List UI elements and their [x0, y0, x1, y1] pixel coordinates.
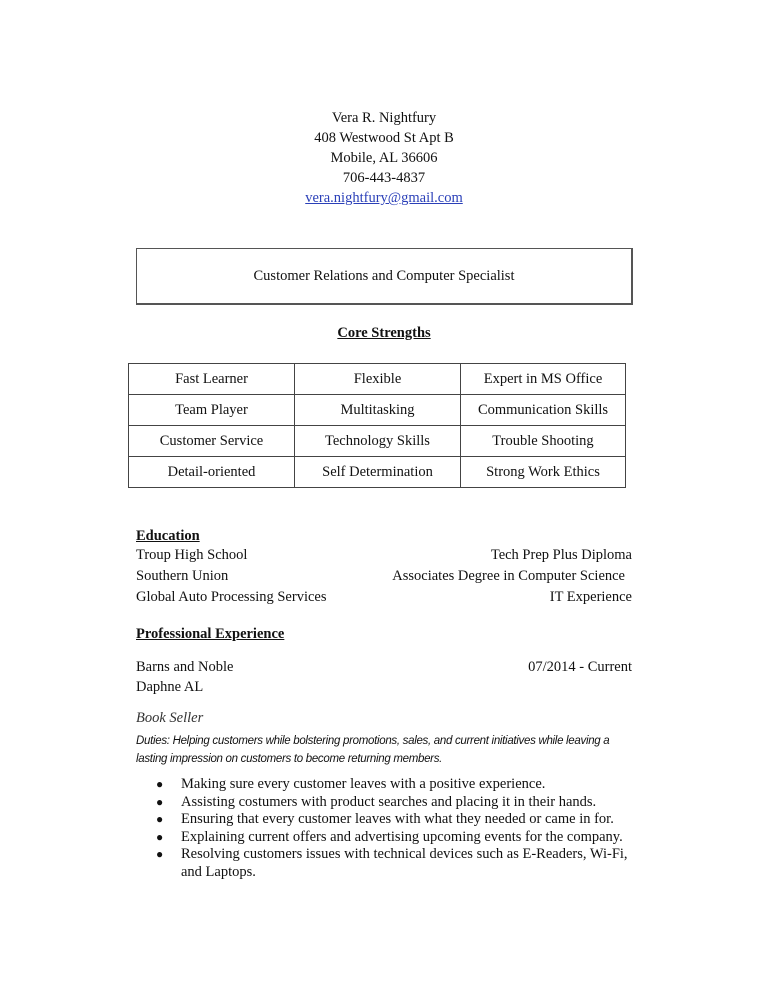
core-strengths-heading: Core Strengths — [337, 325, 431, 341]
list-item — [156, 811, 630, 829]
education-row — [136, 547, 632, 567]
education-school: Southern Union — [136, 568, 229, 584]
education-school: Troup High School — [136, 547, 248, 563]
strengths-row — [129, 426, 626, 457]
contact-header — [0, 108, 768, 208]
bullet-text: Assisting costumers with product searches and placing it in their hands. — [181, 793, 597, 810]
bullet-text: Making sure every customer leaves with a positive experience. — [181, 776, 546, 792]
strength-cell: Communication Skills — [461, 395, 626, 426]
employer-location: Daphne AL — [136, 679, 204, 695]
strength-cell: Technology Skills — [295, 426, 461, 457]
strength-cell: Team Player — [129, 395, 295, 426]
strengths-row — [129, 395, 626, 426]
education-school: Global Auto Processing Services — [136, 589, 327, 605]
objective-box — [136, 248, 633, 305]
bullet-icon: ● — [156, 847, 164, 861]
bullet-text: Explaining current offers and advertising upcoming events for the company. — [181, 828, 623, 845]
strength-cell: Trouble Shooting — [461, 426, 626, 457]
duties-text: Duties: Helping customers while bolstering promotions, sales, and current initiatives while leaving a lasting impression on customers to become returning members. — [136, 735, 610, 765]
core-strengths-table — [128, 363, 626, 488]
location-row — [136, 679, 632, 699]
contact-address: 408 Westwood St Apt B — [314, 130, 454, 146]
bullet-icon: ● — [156, 829, 164, 844]
education-credential: IT Experience — [549, 589, 632, 605]
contact-name: Vera R. Nightfury — [331, 110, 437, 126]
strength-cell: Customer Service — [129, 426, 295, 457]
strength-cell: Multitasking — [295, 395, 461, 426]
contact-city: Mobile, AL 36606 — [330, 150, 438, 166]
strengths-row — [129, 457, 626, 488]
bullet-icon: ● — [156, 812, 164, 826]
education-heading: Education — [136, 528, 200, 544]
objective-text: Customer Relations and Computer Specialist — [253, 267, 515, 284]
strength-cell: Expert in MS Office — [461, 364, 626, 395]
list-item — [156, 776, 630, 794]
employment-dates: 07/2014 - Current — [528, 659, 632, 675]
bullet-text: Resolving customers issues with technical devices such as E-Readers, Wi-Fi, and Laptops. — [181, 846, 628, 880]
list-item — [156, 846, 630, 881]
contact-email-link[interactable]: vera.nightfury@gmail.com — [305, 190, 463, 206]
bullet-icon: ● — [156, 794, 164, 809]
list-item — [156, 794, 630, 812]
strength-cell: Self Determination — [295, 457, 461, 488]
employer-name: Barns and Noble — [136, 659, 234, 675]
employer-row — [136, 659, 632, 679]
education-credential: Associates Degree in Computer Science — [392, 568, 625, 584]
education-credential: Tech Prep Plus Diploma — [490, 547, 632, 563]
job-title: Book Seller — [136, 710, 204, 726]
bullet-icon: ● — [156, 777, 164, 791]
strength-cell: Fast Learner — [129, 364, 295, 395]
education-row — [136, 589, 632, 609]
list-item — [156, 829, 630, 847]
strengths-row — [129, 364, 626, 395]
bullet-text: Ensuring that every customer leaves with what they needed or came in for. — [181, 811, 614, 827]
education-row — [136, 568, 632, 588]
strength-cell: Strong Work Ethics — [461, 457, 626, 488]
experience-heading: Professional Experience — [136, 626, 285, 642]
strength-cell: Detail-oriented — [129, 457, 295, 488]
contact-phone: 706-443-4837 — [342, 170, 426, 186]
strength-cell: Flexible — [295, 364, 461, 395]
duties-bullet-list — [156, 776, 630, 881]
